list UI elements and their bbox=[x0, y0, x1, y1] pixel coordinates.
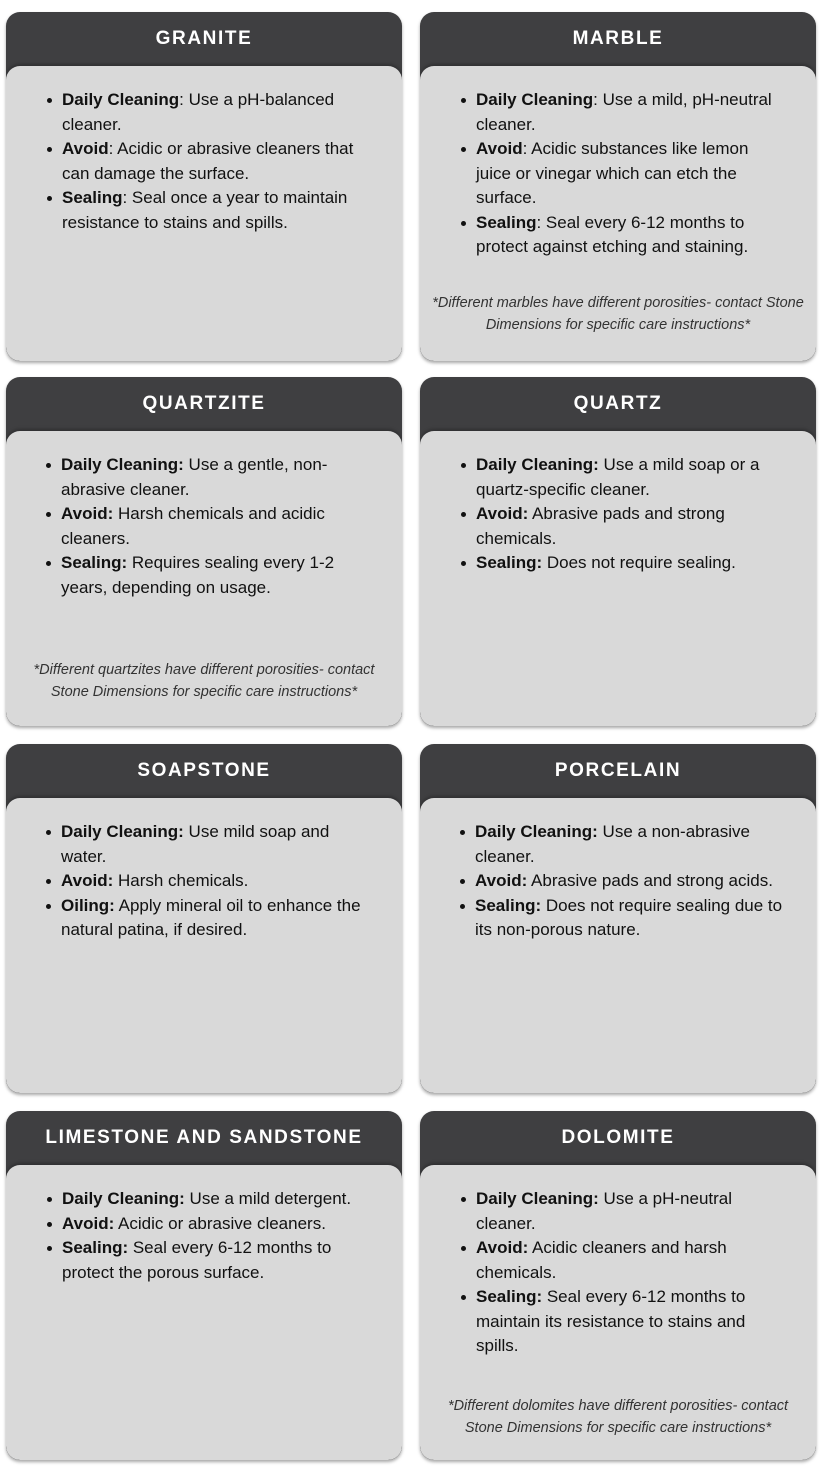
list-item bbox=[62, 186, 376, 235]
list-item bbox=[475, 869, 794, 894]
item-term: Daily Cleaning: bbox=[61, 822, 184, 841]
card-title: GRANITE bbox=[155, 28, 253, 49]
item-text: Use a mild detergent. bbox=[184, 1189, 352, 1208]
porosity-note: *Different marbles have different porosities- contact Stone Dimensions for specific care instructions* bbox=[432, 295, 804, 333]
item-text: Acidic or abrasive cleaners. bbox=[114, 1213, 326, 1233]
item-text: Abrasive pads and strong acids. bbox=[527, 871, 773, 890]
item-text: : Acidic or abrasive cleaners that can damage the surface. bbox=[62, 139, 354, 183]
care-list bbox=[6, 1165, 402, 1285]
list-item bbox=[476, 88, 780, 137]
porosity-note: *Different dolomites have different porosities- contact Stone Dimensions for specific care instructions* bbox=[447, 1398, 789, 1436]
item-text: Use a mild soap or a quartz-specific cleaner. bbox=[476, 455, 760, 499]
card-title: LIMESTONE AND SANDSTONE bbox=[45, 1127, 363, 1148]
list-item bbox=[61, 820, 376, 869]
item-text: Use mild soap and water. bbox=[61, 822, 330, 866]
item-term: Avoid: bbox=[476, 504, 529, 523]
care-list bbox=[420, 1165, 816, 1359]
porosity-note: *Different quartzites have different porosities- contact Stone Dimensions for specific care instructions* bbox=[33, 662, 375, 700]
item-term: Avoid: bbox=[476, 1238, 529, 1257]
list-item bbox=[475, 820, 794, 869]
item-text: : Seal every 6-12 months to protect against etching and staining. bbox=[476, 212, 749, 256]
list-item bbox=[476, 551, 780, 576]
card-soapstone bbox=[6, 744, 402, 1093]
item-term: Daily Cleaning bbox=[476, 90, 594, 109]
list-item bbox=[62, 1212, 362, 1237]
item-term: Daily Cleaning: bbox=[475, 822, 598, 841]
list-item bbox=[62, 88, 376, 137]
item-text: Does not require sealing due to its non-porous nature. bbox=[475, 895, 783, 939]
card-porcelain bbox=[420, 744, 816, 1093]
card-body bbox=[420, 431, 816, 726]
item-text: Apply mineral oil to enhance the natural patina, if desired. bbox=[61, 895, 361, 939]
card-marble bbox=[420, 12, 816, 361]
item-term: Sealing: bbox=[62, 1238, 129, 1257]
care-list bbox=[6, 66, 402, 235]
item-term: Sealing bbox=[476, 212, 537, 232]
list-item bbox=[62, 1236, 362, 1285]
item-text: Harsh chemicals and acidic cleaners. bbox=[61, 504, 325, 548]
list-item bbox=[62, 1187, 362, 1212]
list-item bbox=[476, 1236, 768, 1285]
list-item bbox=[61, 453, 354, 502]
item-text: : Use a pH-balanced cleaner. bbox=[62, 90, 335, 134]
item-term: Sealing: bbox=[61, 553, 128, 572]
card-body bbox=[6, 798, 402, 1093]
item-text: : Acidic substances like lemon juice or vinegar which can etch the surface. bbox=[476, 139, 749, 207]
card-body bbox=[6, 66, 402, 361]
care-list bbox=[420, 798, 816, 943]
card-quartz bbox=[420, 377, 816, 726]
card-dolomite bbox=[420, 1111, 816, 1460]
item-term: Avoid: bbox=[62, 1213, 115, 1233]
list-item bbox=[61, 894, 376, 943]
card-title: SOAPSTONE bbox=[137, 760, 271, 781]
card-limestone-sandstone bbox=[6, 1111, 402, 1460]
card-body bbox=[6, 431, 402, 726]
care-list bbox=[6, 798, 402, 943]
card-title: QUARTZITE bbox=[142, 393, 266, 414]
item-term: Daily Cleaning bbox=[62, 90, 180, 109]
item-term: Daily Cleaning: bbox=[476, 1189, 599, 1208]
card-body bbox=[6, 1165, 402, 1460]
item-text: Use a pH-neutral cleaner. bbox=[476, 1189, 733, 1233]
card-title: PORCELAIN bbox=[554, 760, 682, 781]
item-term: Sealing: bbox=[476, 1287, 543, 1306]
list-item bbox=[476, 502, 780, 551]
item-term: Daily Cleaning: bbox=[62, 1189, 185, 1208]
item-term: Avoid: bbox=[61, 871, 114, 890]
card-granite bbox=[6, 12, 402, 361]
item-term: Avoid bbox=[476, 139, 523, 158]
item-text: Use a non-abrasive cleaner. bbox=[475, 822, 750, 866]
card-body bbox=[420, 798, 816, 1093]
list-item bbox=[476, 211, 780, 260]
card-quartzite bbox=[6, 377, 402, 726]
list-item bbox=[476, 137, 780, 211]
list-item bbox=[476, 1187, 768, 1236]
care-list bbox=[420, 66, 816, 260]
item-text: Requires sealing every 1-2 years, depending on usage. bbox=[61, 553, 335, 597]
list-item bbox=[475, 894, 794, 943]
item-term: Daily Cleaning: bbox=[61, 455, 184, 474]
item-text: Seal every 6-12 months to protect the porous surface. bbox=[62, 1238, 332, 1282]
list-item bbox=[61, 551, 354, 600]
card-title: MARBLE bbox=[572, 28, 664, 49]
card-body bbox=[420, 1165, 816, 1460]
item-text: : Use a mild, pH-neutral cleaner. bbox=[476, 90, 772, 134]
list-item bbox=[476, 1285, 768, 1359]
card-body bbox=[420, 66, 816, 361]
item-term: Sealing bbox=[62, 188, 123, 207]
item-text: Does not require sealing. bbox=[542, 553, 736, 572]
item-text: : Seal once a year to maintain resistance to stains and spills. bbox=[62, 188, 348, 232]
care-list bbox=[420, 431, 816, 576]
item-term: Avoid: bbox=[61, 504, 114, 523]
list-item bbox=[61, 502, 354, 551]
item-term: Oiling: bbox=[61, 895, 115, 915]
item-text: Use a gentle, non-abrasive cleaner. bbox=[61, 455, 328, 499]
item-text: Acidic cleaners and harsh chemicals. bbox=[476, 1238, 727, 1282]
card-title: DOLOMITE bbox=[561, 1127, 675, 1148]
item-text: Abrasive pads and strong chemicals. bbox=[476, 504, 725, 548]
list-item bbox=[476, 453, 780, 502]
list-item bbox=[61, 869, 376, 894]
item-term: Sealing: bbox=[475, 895, 542, 915]
item-term: Avoid: bbox=[475, 871, 528, 890]
item-term: Daily Cleaning: bbox=[476, 455, 599, 474]
list-item bbox=[62, 137, 376, 186]
card-title: QUARTZ bbox=[573, 393, 663, 414]
item-text: Seal every 6-12 months to maintain its resistance to stains and spills. bbox=[476, 1287, 746, 1355]
care-list bbox=[6, 431, 402, 600]
item-term: Avoid bbox=[62, 139, 109, 158]
item-term: Sealing: bbox=[476, 553, 543, 572]
item-text: Harsh chemicals. bbox=[113, 871, 249, 890]
